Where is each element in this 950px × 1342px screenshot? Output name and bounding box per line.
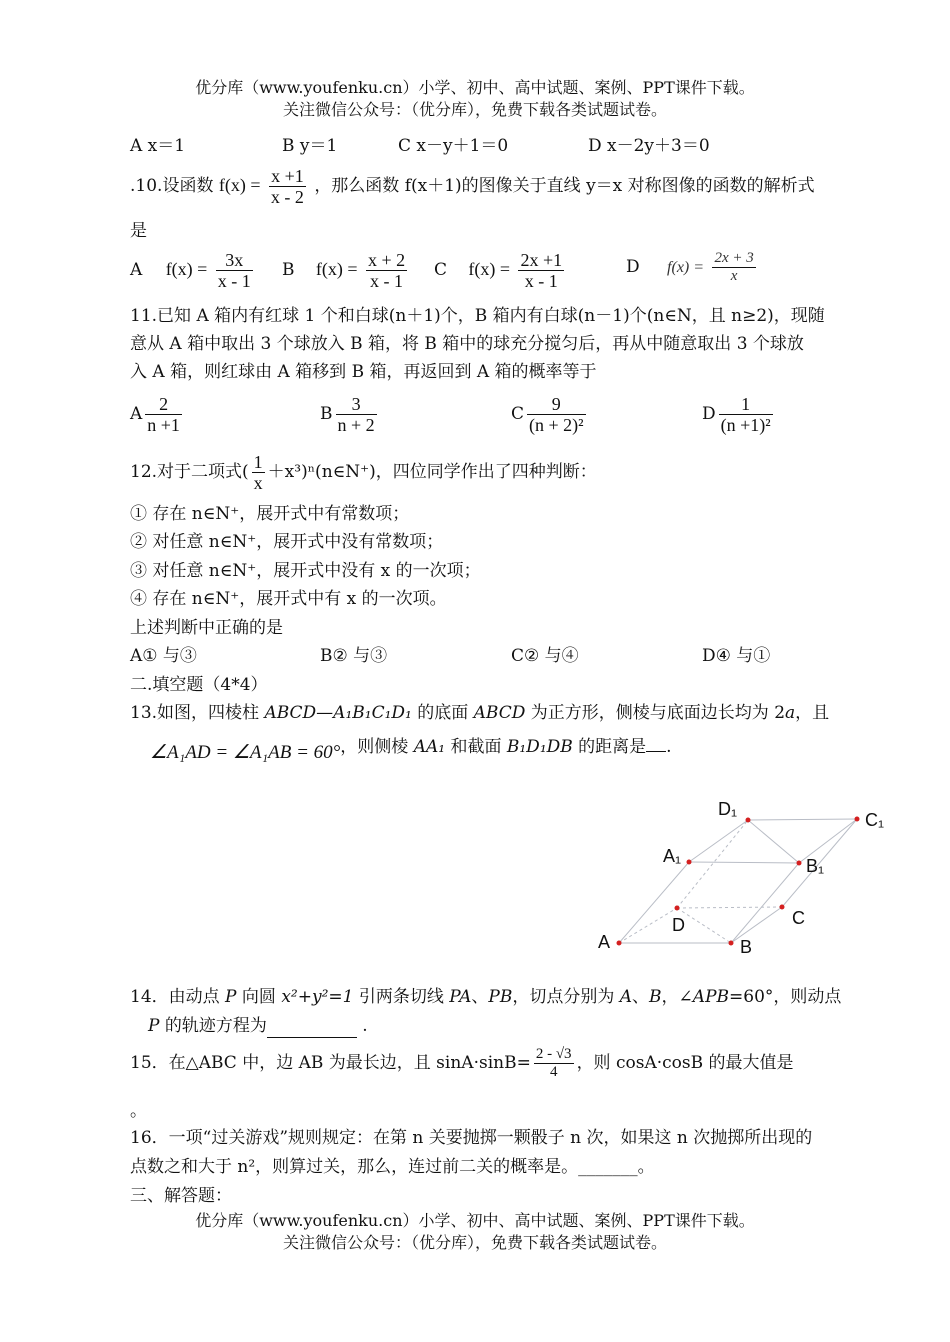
q16-line-1: 16．一项“过关游戏”规则规定：在第 n 关要抛掷一颗骰子 n 次，如果这 n 次抛掷所出现的 [130, 1128, 813, 1148]
q14-p2: P [148, 1016, 160, 1036]
q10-option-d-label: D [626, 257, 640, 277]
q11-option-b-label: B [320, 404, 333, 424]
q13-answer-blank[interactable] [646, 751, 666, 752]
point-b [729, 941, 734, 946]
q11-line-1: 11.已知 A 箱内有红球 1 个和白球(n＋1)个，B 箱内有白球(n－1)个(n∈N，且 n≥2)，现随 [130, 306, 825, 326]
q13-t5: ，则侧棱 [340, 737, 414, 757]
q14-t8: =60°，则动点 [729, 987, 842, 1007]
q14-t6: 、 [632, 987, 650, 1007]
q13-line-2 [150, 737, 672, 764]
q12-suffix: ＋x³)ⁿ(n∈N⁺)，四位同学作出了四种判断： [267, 462, 597, 482]
q11-line-3: 入 A 箱，则红球由 A 箱移到 B 箱，再返回到 A 箱的概率等于 [130, 362, 597, 382]
footer-line-2: 关注微信公众号：（优分库），免费下载各类试题试卷。 [282, 1233, 667, 1252]
q10-option-d-fx: f(x) = [667, 259, 705, 276]
point-d1 [746, 818, 751, 823]
q10-option-c-label: C [434, 260, 448, 280]
q10-option-a-frac [216, 250, 253, 291]
q10-option-b-num: x + 2 [367, 250, 406, 270]
q12-fraction-num: 1 [253, 452, 263, 472]
q9-option-d: D x－2y＋3＝0 [588, 136, 710, 156]
q13-t4: ，且 [795, 703, 830, 723]
edge-bb1 [731, 863, 799, 943]
q14-pb: PB [488, 987, 513, 1007]
label-d: D [672, 915, 685, 935]
q11-option-d-num: 1 [719, 394, 773, 415]
q11-option-a-frac [145, 394, 182, 435]
edge-d1c1 [748, 819, 857, 820]
edge-a1b1 [689, 862, 799, 863]
q10-fraction-den: x - 2 [270, 187, 304, 207]
q10-option-a-num: 3x [216, 250, 253, 271]
q14-t9: 的轨迹方程为 [159, 1016, 267, 1036]
q14-t1: 14．由动点 [130, 987, 226, 1007]
q13-t6: 和截面 [445, 737, 507, 757]
q10-option-a-den: x - 1 [217, 271, 251, 291]
q12-option-c: C② 与④ [511, 646, 579, 666]
q10-option-d [626, 250, 759, 285]
label-d1: D₁ [718, 799, 738, 819]
q15-line-2: 。 [130, 1101, 147, 1121]
edge-ad [619, 908, 677, 943]
point-c [780, 905, 785, 910]
point-d [675, 906, 680, 911]
label-b1: B₁ [806, 856, 825, 876]
q10-prefix: .10.设函数 [130, 176, 214, 196]
q13-section: B₁D₁DB [506, 737, 573, 757]
q11-option-c [511, 394, 589, 435]
q13-a-var: a [785, 703, 796, 723]
q9-option-c: C x－y＋1＝0 [398, 136, 509, 156]
q11-option-a [130, 394, 185, 435]
q11-option-b-frac [336, 394, 377, 435]
q14-t3: 引两条切线 [353, 987, 450, 1007]
q10-option-a-label: A [130, 260, 143, 280]
q10-suffix: ，那么函数 f(x＋1)的图像关于直线 y＝x 对称图像的函数的解析式 [314, 176, 815, 196]
q11-option-c-label: C [511, 404, 525, 424]
q10-option-b-frac [366, 250, 407, 291]
q12-fraction-den: x [253, 473, 263, 493]
q11-option-d-den: (n +1)² [720, 415, 771, 435]
q10-fraction-num: x +1 [269, 166, 306, 187]
q12-fraction [252, 452, 265, 493]
q11-option-c-frac [527, 394, 586, 435]
q12-option-b: B② 与③ [320, 646, 388, 666]
q11-option-b [320, 394, 380, 435]
header-line-2: 关注微信公众号：（优分库），免费下载各类试题试卷。 [282, 100, 667, 119]
q10-option-b-label: B [282, 260, 295, 280]
q15-fraction [534, 1046, 574, 1081]
label-c1: C₁ [865, 810, 885, 830]
q12-item-4: ④ 存在 n∈N⁺，展开式中有 x 的一次项。 [130, 589, 447, 609]
q14-answer-blank[interactable] [267, 1015, 357, 1038]
q12-item-1: ① 存在 n∈N⁺，展开式中有常数项； [130, 504, 410, 524]
q16-line-2: 点数之和大于 n²，则算过关，那么，连过前二关的概率是。_______。 [130, 1157, 655, 1177]
q10-option-c-num: 2x +1 [520, 250, 563, 270]
q14-apb: APB [692, 987, 730, 1007]
q12-option-a: A① 与③ [130, 646, 197, 666]
q10-option-d-den: x [730, 268, 738, 284]
q13-base-name: ABCD [473, 703, 526, 723]
point-a1 [687, 860, 692, 865]
q14-line-1 [130, 986, 841, 1008]
section-2-heading: 二.填空题（4*4） [130, 675, 268, 695]
q12-item-3: ③ 对任意 n∈N⁺，展开式中没有 x 的一次项； [130, 561, 481, 581]
q13-t3: 为正方形，侧棱与底面边长均为 2 [525, 703, 786, 723]
q13-prism-figure [590, 790, 900, 960]
q11-option-a-num: 2 [145, 394, 182, 415]
q10-option-c-fx: f(x) = [468, 259, 511, 279]
q14-t7: ，∠ [661, 987, 693, 1007]
edge-db [677, 908, 731, 943]
q10-stem-line2: 是 [130, 221, 147, 241]
q13-t2: 的底面 [411, 703, 474, 723]
q10-option-c-den: x - 1 [524, 271, 558, 291]
q10-option-c-frac [518, 250, 564, 291]
q11-option-a-label: A [130, 404, 143, 424]
q10-option-b-den: x - 1 [370, 271, 404, 291]
q10-fx: f(x) = [218, 175, 261, 195]
q9-option-b: B y＝1 [282, 136, 338, 156]
q13-prism-name: ABCD—A₁B₁C₁D₁ [264, 703, 412, 723]
q11-option-b-den: n + 2 [337, 415, 375, 435]
section-3-heading: 三、解答题： [130, 1186, 232, 1206]
q11-line-2: 意从 A 箱中取出 3 个球放入 B 箱，将 B 箱中的球充分搅匀后，再从中随意取出 3 个球放 [130, 334, 804, 354]
q14-t2: 向圆 [236, 987, 282, 1007]
q10-option-b-fx: f(x) = [315, 259, 358, 279]
q11-option-b-num: 3 [336, 394, 377, 415]
q13-line-1 [130, 702, 829, 724]
q12-item-2: ② 对任意 n∈N⁺，展开式中没有常数项； [130, 532, 444, 552]
point-a [617, 941, 622, 946]
q11-option-c-num: 9 [527, 394, 586, 415]
label-c: C [792, 908, 805, 928]
q10-option-a [130, 250, 256, 291]
q14-p: P [225, 987, 237, 1007]
edge-d1b1 [748, 820, 799, 863]
q11-option-a-den: n +1 [147, 415, 180, 435]
q15-prefix: 15．在△ABC 中，边 AB 为最长边，且 sinA·sinB= [130, 1053, 531, 1073]
q11-option-d-label: D [702, 404, 716, 424]
q10-option-a-fx: f(x) = [165, 259, 208, 279]
q11-option-d-frac [719, 394, 773, 435]
q14-t5: ，切点分别为 [512, 987, 620, 1007]
q10-fraction [269, 166, 306, 207]
q14-t4: 、 [471, 987, 489, 1007]
q14-b: B [649, 987, 662, 1007]
q15-stem [130, 1046, 794, 1081]
q12-stem [130, 452, 597, 493]
q10-option-b [282, 250, 410, 291]
q12-question: 上述判断中正确的是 [130, 618, 283, 638]
q10-stem [130, 166, 815, 207]
q14-t10: . [356, 1016, 368, 1036]
q10-option-c [434, 250, 567, 291]
header-line-1: 优分库（www.youfenku.cn）小学、初中、高中试题、案例、PPT课件下载。 [195, 78, 755, 97]
q11-option-d [702, 394, 776, 435]
q10-option-d-num: 2x + 3 [714, 250, 754, 266]
point-c1 [855, 817, 860, 822]
q9-option-a: A x＝1 [130, 136, 186, 156]
q15-fraction-den: 4 [549, 1064, 558, 1080]
q10-option-d-frac [712, 250, 755, 285]
label-a: A [598, 932, 611, 952]
q13-angle-formula: ∠A₁AD = ∠A₁AB = 60° [150, 742, 341, 763]
label-b: B [740, 937, 753, 957]
q15-fraction-num: 2 - √3 [535, 1046, 572, 1062]
q15-suffix: ，则 cosA·cosB 的最大值是 [576, 1053, 794, 1073]
label-a1: A₁ [663, 846, 682, 866]
q14-pa: PA [449, 987, 472, 1007]
q14-line-2 [148, 1015, 368, 1038]
edge-a1d1 [689, 820, 748, 862]
q13-t8: . [666, 737, 672, 757]
q14-circle: x²+y²=1 [281, 987, 354, 1007]
q11-option-c-den: (n + 2)² [529, 415, 584, 435]
q14-a: A [619, 987, 633, 1007]
q13-edge: AA₁ [413, 737, 446, 757]
q13-t1: 13.如图，四棱柱 [130, 703, 265, 723]
edge-dc [677, 907, 782, 908]
q12-option-d: D④ 与① [702, 646, 771, 666]
point-b1 [797, 861, 802, 866]
footer-line-1: 优分库（www.youfenku.cn）小学、初中、高中试题、案例、PPT课件下载。 [195, 1211, 755, 1230]
q12-prefix: 12.对于二项式( [130, 462, 249, 482]
q13-t7: 的距离是 [572, 737, 647, 757]
